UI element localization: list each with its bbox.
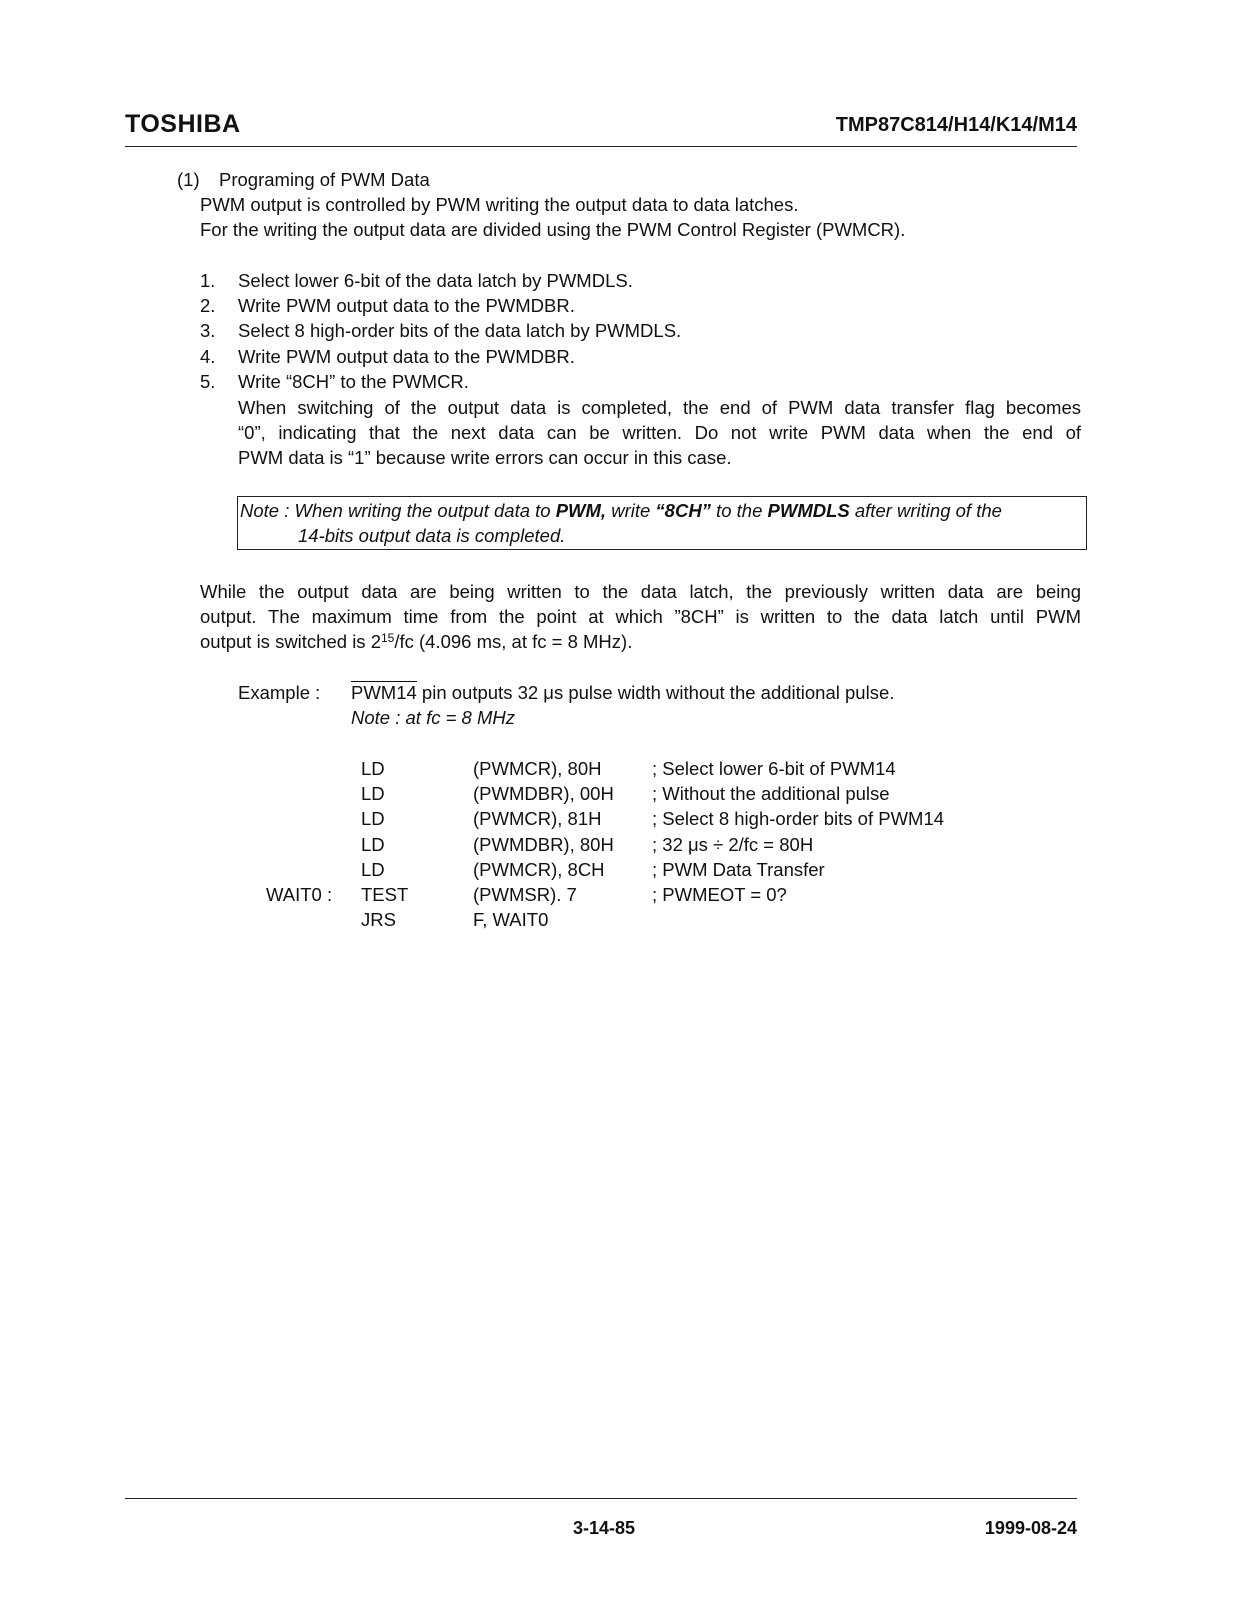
step-number: 3. [200,320,216,341]
paragraph-line-3: output is switched is $2^{15}/fc$ (4.096 ms, at fc = 8 MHz). [200,631,633,652]
intro-line-2: For the writing the output data are divided using the PWM Control Register (PWMCR). [200,219,906,240]
model-number: TMP87C814/H14/K14/M14 [835,114,1077,136]
code-op: TEST [361,884,409,905]
example-description: PWM14 pin outputs 32 μs pulse width without the additional pulse. [351,682,895,703]
note-line-2: 14-bits output data is completed. [298,525,566,546]
step-number: 5. [200,371,216,392]
code-op: JRS [361,909,396,930]
pwm14-pin: PWM14 [351,682,417,703]
step-number: 4. [200,346,216,367]
step-number: 2. [200,295,216,316]
step-text: Write PWM output data to the PWMDBR. [238,295,575,316]
note-box [237,496,1087,550]
example-note: Note : at fc = 8 MHz [351,707,515,728]
code-op: LD [361,859,385,880]
step5-detail-line-1: When switching of the output data is completed, the end of PWM data transfer flag becomes [238,397,1081,418]
section-title: Programing of PWM Data [219,169,430,190]
step-text: Write “8CH” to the PWMCR. [238,371,469,392]
step-text: Select lower 6-bit of the data latch by PWMDLS. [238,270,633,291]
code-arg: (PWMCR), 80H [473,758,602,779]
page-number: 3-14-85 [573,1518,636,1538]
note-line-1: Note : When writing the output data to PWM, write “8CH” to the PWMDLS after writing of the [240,500,1002,521]
code-op: LD [361,834,385,855]
step-number: 1. [200,270,216,291]
code-label: WAIT0 : [266,884,333,905]
code-arg: (PWMCR), 8CH [473,859,605,880]
paragraph-line-1: While the output data are being written to the data latch, the previously written data are being [200,581,1081,602]
code-comment: ; PWM Data Transfer [652,859,825,880]
exponent: 15 [380,631,395,645]
step-text: Write PWM output data to the PWMDBR. [238,346,575,367]
toshiba-logo: TOSHIBA [125,110,241,138]
note-prefix: Note : [240,500,295,521]
step5-detail-line-3: PWM data is “1” because write errors can occur in this case. [238,447,732,468]
code-comment: ; Select lower 6-bit of PWM14 [652,758,896,779]
code-comment: ; PWMEOT = 0? [652,884,787,905]
document-date: 1999-08-24 [984,1518,1077,1538]
footer-rule [125,1498,1077,1499]
example-label: Example : [238,682,321,703]
code-op: LD [361,758,385,779]
code-arg: F, WAIT0 [473,909,549,930]
step5-detail-line-2: “0”, indicating that the next data can be written. Do not write PWM data when the end of [238,422,1081,443]
intro-line-1: PWM output is controlled by PWM writing the output data to data latches. [200,194,799,215]
code-comment: ; Without the additional pulse [652,783,890,804]
code-comment: ; Select 8 high-order bits of PWM14 [652,808,945,829]
paragraph-line-2: output. The maximum time from the point at which ”8CH” is written to the data latch until PWM [200,606,1081,627]
page-header [125,110,1077,147]
code-arg: (PWMDBR), 00H [473,783,614,804]
code-comment: ; 32 μs ÷ 2/fc = 80H [652,834,814,855]
step-text: Select 8 high-order bits of the data latch by PWMDLS. [238,320,682,341]
code-op: LD [361,783,385,804]
code-op: LD [361,808,385,829]
code-arg: (PWMCR), 81H [473,808,602,829]
code-arg: (PWMSR). 7 [473,884,577,905]
code-arg: (PWMDBR), 80H [473,834,614,855]
section-number: (1) [177,169,200,190]
